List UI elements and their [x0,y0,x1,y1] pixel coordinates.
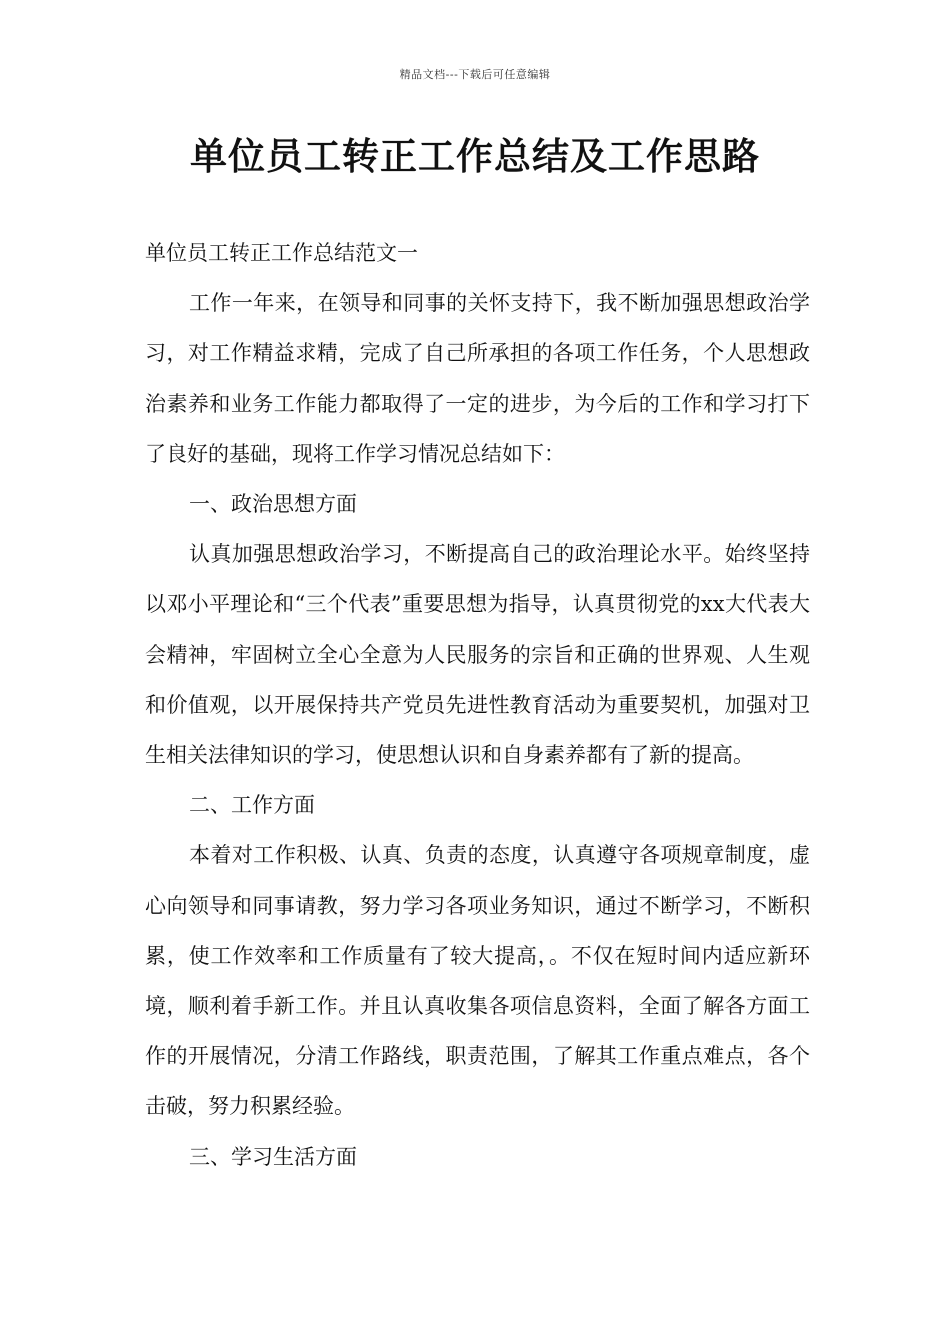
heading-political: 一、政治思想方面 [189,492,357,517]
paragraph-work: 本着对工作积极、认真、负责的态度，认真遵守各项规章制度，虚心向领导和同事请教，努力学习各项业务知识，通过不断学习，不断积累，使工作效率和工作质量有了较大提高，。不仅在短时间内适应新环境，顺利着手新工作。并且认真收集各项信息资料，全面了解各方面工作的开展情况，分清工作路线，职责范围，了解其工作重点难点，各个击破，努力积累经验。 [145,843,810,1119]
header-note: 精品文档---下载后可任意编辑 [399,68,551,81]
paragraph-political: 认真加强思想政治学习，不断提高自己的政治理论水平。始终坚持以邓小平理论和“三个代表”重要思想为指导，认真贯彻党的xx大代表大会精神，牢固树立全心全意为人民服务的宗旨和正确的世界观、人生观和价值观，以开展保持共产党员先进性教育活动为重要契机，加强对卫生相关法律知识的学习，使思想认识和自身素养都有了新的提高。 [145,542,810,768]
heading-work: 二、工作方面 [189,793,315,818]
document-title: 单位员工转正工作总结及工作思路 [190,135,760,178]
heading-study-life: 三、学习生活方面 [189,1144,357,1169]
document-body [145,228,810,1182]
section-subtitle: 单位员工转正工作总结范文一 [145,241,418,265]
paragraph-intro: 工作一年来，在领导和同事的关怀支持下，我不断加强思想政治学习，对工作精益求精，完成了自己所承担的各项工作任务，个人思想政治素养和业务工作能力都取得了一定的进步，为今后的工作和学习打下了良好的基础，现将工作学习情况总结如下： [145,291,810,466]
